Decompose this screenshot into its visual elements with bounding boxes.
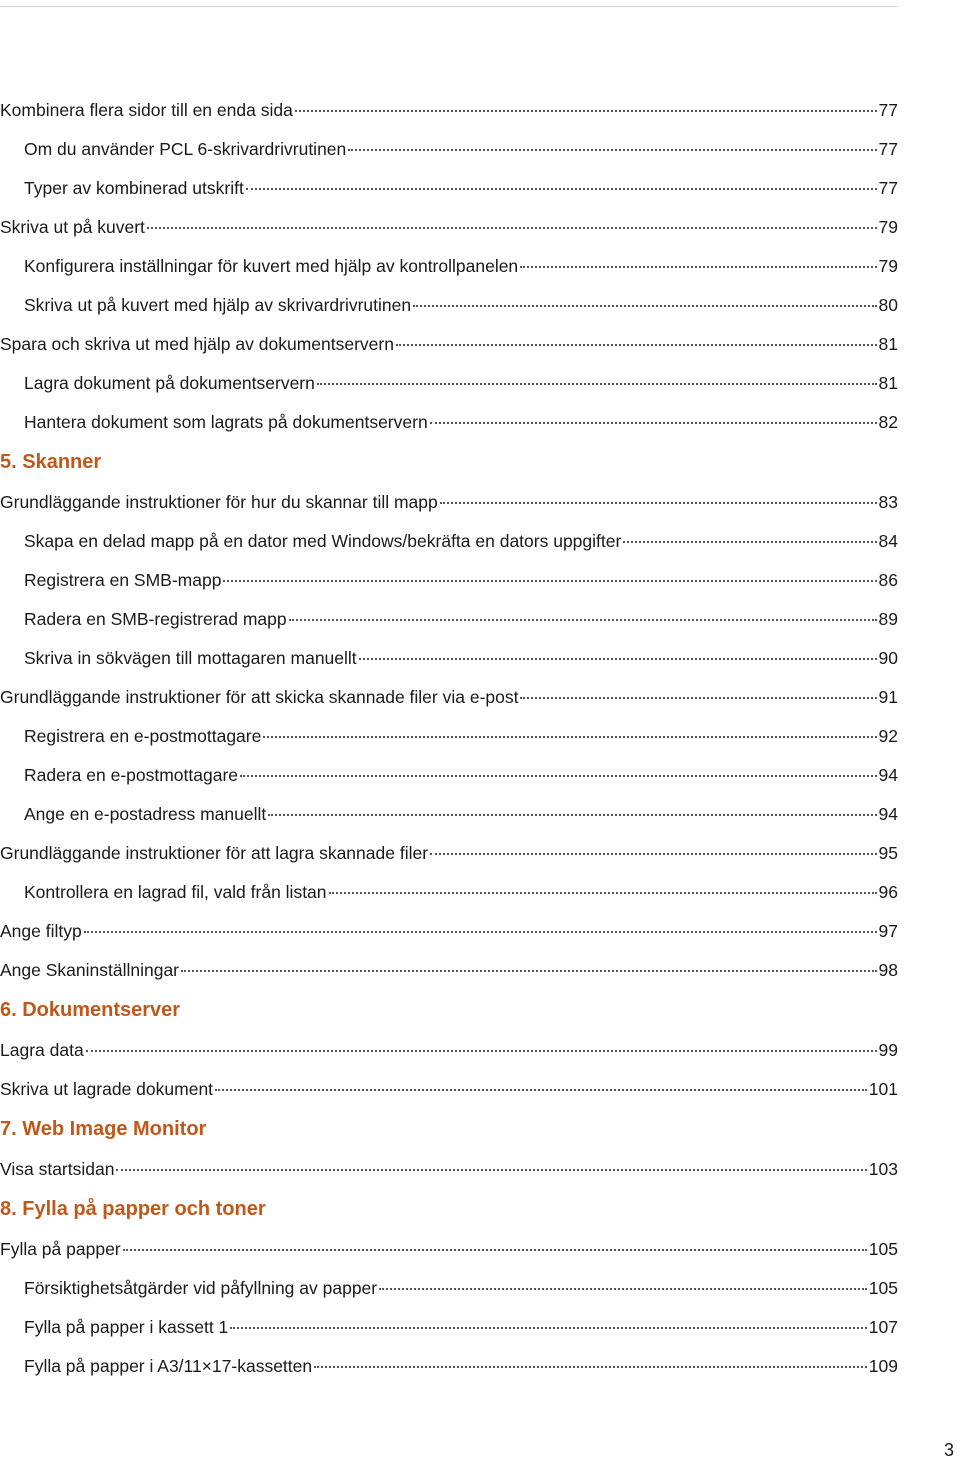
dot-leader [317, 381, 877, 385]
dot-leader [268, 812, 876, 816]
toc-entry-page: 107 [868, 1317, 898, 1337]
toc-entry-page: 97 [878, 921, 898, 941]
toc-entry-label: Spara och skriva ut med hjälp av dokumentservern [0, 334, 394, 354]
toc-entry[interactable] [0, 795, 898, 834]
toc-entry-label: Ange filtyp [0, 921, 82, 941]
toc-entry-label: Skapa en delad mapp på en dator med Windows/bekräfta en dators uppgifter [24, 531, 622, 551]
dot-leader [86, 1048, 877, 1052]
dot-leader [123, 1247, 867, 1251]
toc-entry[interactable] [0, 1230, 898, 1269]
toc-entry-page: 90 [878, 648, 898, 668]
toc-entry-page: 83 [878, 492, 898, 512]
toc-entry[interactable] [0, 364, 898, 403]
dot-leader [147, 225, 877, 229]
dot-leader [215, 1087, 867, 1091]
toc-entry-page: 95 [878, 843, 898, 863]
toc-entry[interactable] [0, 169, 898, 208]
toc-entry[interactable] [0, 1150, 898, 1189]
dot-leader [314, 1364, 867, 1368]
toc-entry[interactable] [0, 678, 898, 717]
toc-entry-page: 94 [878, 804, 898, 824]
toc-entry[interactable] [0, 756, 898, 795]
dot-leader [289, 617, 877, 621]
toc-entry[interactable] [0, 1269, 898, 1308]
toc-entry-label: Om du använder PCL 6-skrivardrivrutinen [24, 139, 347, 159]
toc-entry[interactable] [0, 522, 898, 561]
toc-entry-label: Registrera en e-postmottagare [24, 726, 262, 746]
dot-leader [413, 303, 876, 307]
toc-entry-label: Ange Skaninställningar [0, 960, 180, 980]
toc-entry-page: 94 [878, 765, 898, 785]
toc-entry-label: Radera en e-postmottagare [24, 765, 239, 785]
toc-entry-page: 77 [878, 139, 898, 159]
toc-entry-page: 92 [878, 726, 898, 746]
dot-leader [116, 1167, 866, 1171]
dot-leader [246, 186, 877, 190]
toc-entry-label: Skriva in sökvägen till mottagaren manuellt [24, 648, 357, 668]
toc-entry-label: Visa startsidan [0, 1159, 115, 1179]
dot-leader [396, 342, 877, 346]
toc-entry-page: 98 [878, 960, 898, 980]
dot-leader [230, 1325, 867, 1329]
toc-entry-page: 91 [878, 687, 898, 707]
toc-entry-label: Skriva ut på kuvert med hjälp av skrivardrivrutinen [24, 295, 412, 315]
toc-entry-label: Kombinera flera sidor till en enda sida [0, 100, 293, 120]
toc-entry[interactable] [0, 1347, 898, 1386]
dot-leader [623, 539, 876, 543]
toc-entry[interactable] [0, 873, 898, 912]
dot-leader [359, 656, 877, 660]
toc-entry[interactable] [0, 1031, 898, 1070]
toc-entry-page: 99 [878, 1040, 898, 1060]
toc-entry[interactable] [0, 639, 898, 678]
toc-entry-page: 77 [878, 100, 898, 120]
toc-entry-page: 105 [868, 1278, 898, 1298]
toc-entry-page: 81 [878, 373, 898, 393]
chapter-heading[interactable]: 7. Web Image Monitor [0, 1118, 207, 1140]
dot-leader [440, 500, 877, 504]
toc-entry[interactable] [0, 286, 898, 325]
toc-entry-page: 79 [878, 217, 898, 237]
dot-leader [84, 929, 877, 933]
toc-entry[interactable] [0, 834, 898, 873]
toc-entry-label: Lagra dokument på dokumentservern [24, 373, 315, 393]
toc-entry[interactable] [0, 600, 898, 639]
toc-entry-label: Grundläggande instruktioner för att skicka skannade filer via e-post [0, 687, 519, 707]
toc-entry-page: 81 [878, 334, 898, 354]
toc-entry-page: 103 [868, 1159, 898, 1179]
toc-entry-page: 82 [878, 412, 898, 432]
chapter-heading[interactable]: 6. Dokumentserver [0, 999, 181, 1021]
toc-entry-page: 80 [878, 295, 898, 315]
toc-entry[interactable] [0, 717, 898, 756]
dot-leader [430, 851, 876, 855]
dot-leader [223, 578, 876, 582]
toc-entry-label: Radera en SMB-registrerad mapp [24, 609, 287, 629]
toc-entry[interactable] [0, 247, 898, 286]
toc-entry[interactable] [0, 403, 898, 442]
dot-leader [263, 734, 876, 738]
header-rule [0, 6, 898, 7]
toc-entry-page: 77 [878, 178, 898, 198]
dot-leader [240, 773, 877, 777]
toc-entry-page: 101 [868, 1079, 898, 1099]
dot-leader [520, 695, 876, 699]
toc-entry-page: 79 [878, 256, 898, 276]
toc-entry[interactable] [0, 951, 898, 990]
toc-entry-page: 96 [878, 882, 898, 902]
toc-entry-label: Typer av kombinerad utskrift [24, 178, 244, 198]
chapter-heading[interactable]: 5. Skanner [0, 451, 102, 473]
toc-entry-label: Försiktighetsåtgärder vid påfyllning av papper [24, 1278, 378, 1298]
toc-entry-label: Hantera dokument som lagrats på dokumentservern [24, 412, 428, 432]
toc-entry-label: Lagra data [0, 1040, 84, 1060]
toc-entry-page: 84 [878, 531, 898, 551]
toc-entry-label: Registrera en SMB-mapp [24, 570, 222, 590]
toc-entry[interactable] [0, 130, 898, 169]
toc-entry[interactable] [0, 912, 898, 951]
toc-entry-page: 105 [868, 1239, 898, 1259]
toc-entry[interactable] [0, 91, 898, 130]
dot-leader [430, 420, 877, 424]
toc-entry-label: Grundläggande instruktioner för att lagra skannade filer [0, 843, 429, 863]
toc-entry-page: 86 [878, 570, 898, 590]
toc-entry[interactable] [0, 561, 898, 600]
toc-entry-label: Skriva ut lagrade dokument [0, 1079, 214, 1099]
dot-leader [348, 147, 876, 151]
toc-entry-label: Konfigurera inställningar för kuvert med hjälp av kontrollpanelen [24, 256, 519, 276]
toc-entry-label: Grundläggande instruktioner för hur du skannar till mapp [0, 492, 438, 512]
toc-entry-label: Ange en e-postadress manuellt [24, 804, 267, 824]
page-number: 3 [943, 1440, 954, 1460]
dot-leader [181, 968, 877, 972]
toc-entry-label: Skriva ut på kuvert [0, 217, 145, 237]
dot-leader [295, 108, 877, 112]
toc-entry[interactable] [0, 1308, 898, 1347]
toc-entry[interactable] [0, 1070, 898, 1109]
toc-entry[interactable] [0, 483, 898, 522]
toc-entry-page: 89 [878, 609, 898, 629]
toc-entry-label: Fylla på papper i A3/11×17-kassetten [24, 1356, 313, 1376]
toc-entry-label: Kontrollera en lagrad fil, vald från listan [24, 882, 327, 902]
chapter-heading[interactable]: 8. Fylla på papper och toner [0, 1198, 266, 1220]
table-of-contents [0, 91, 898, 1386]
dot-leader [329, 890, 877, 894]
toc-entry[interactable] [0, 325, 898, 364]
dot-leader [520, 264, 876, 268]
toc-entry-label: Fylla på papper i kassett 1 [24, 1317, 229, 1337]
toc-entry[interactable] [0, 208, 898, 247]
toc-entry-label: Fylla på papper [0, 1239, 121, 1259]
toc-entry-page: 109 [868, 1356, 898, 1376]
dot-leader [379, 1286, 867, 1290]
